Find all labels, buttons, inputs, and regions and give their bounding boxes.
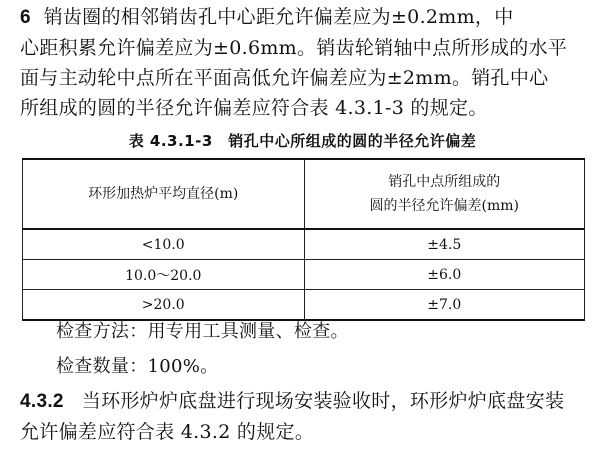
table-row bbox=[23, 260, 585, 290]
table-caption: 表 4.3.1-3 销孔中心所组成的圆的半径允许偏差 bbox=[128, 132, 477, 150]
clause-6-line-3: 面与主动轮中点所在平面高低允许偏差应为±2mm。销孔中心 bbox=[20, 67, 549, 89]
inspection-quantity: 检查数量：100%。 bbox=[56, 356, 219, 377]
clause-4-3-2-line-2: 允许偏差应符合表 4.3.2 的规定。 bbox=[20, 421, 315, 443]
clause-4-3-2-line-1: 4.3.2 当环形炉炉底盘进行现场安装验收时，环形炉炉底盘安装 bbox=[20, 390, 565, 412]
cell-tolerance: ±6.0 bbox=[304, 260, 585, 290]
cell-diameter: <10.0 bbox=[23, 229, 305, 260]
table-row bbox=[23, 229, 585, 260]
header-diameter: 环形加热炉平均直径(m) bbox=[23, 159, 305, 229]
clause-6-line-4: 所组成的圆的半径允许偏差应符合表 4.3.1-3 的规定。 bbox=[20, 97, 488, 119]
cell-tolerance: ±7.0 bbox=[304, 290, 585, 321]
header-tolerance-line-1: 销孔中点所组成的 bbox=[388, 174, 501, 190]
cell-diameter: >20.0 bbox=[23, 290, 305, 321]
clause-number: 6 bbox=[20, 7, 31, 28]
cell-diameter: 10.0～20.0 bbox=[23, 260, 305, 290]
clause-4-3-2-paragraph bbox=[20, 386, 595, 447]
clause-number: 4.3.2 bbox=[20, 391, 64, 412]
tolerance-table bbox=[22, 158, 585, 321]
header-tolerance bbox=[304, 159, 585, 229]
header-tolerance-line-2: 圆的半径允许偏差(mm) bbox=[369, 198, 519, 214]
clause-6-line-1: 6 销齿圈的相邻销齿孔中心距允许偏差应为±0.2mm，中 bbox=[20, 6, 514, 28]
cell-tolerance: ±4.5 bbox=[304, 229, 585, 260]
clause-6-paragraph bbox=[20, 2, 595, 123]
table-header-row bbox=[23, 159, 585, 229]
table-row bbox=[23, 290, 585, 321]
clause-6-line-2: 心距积累允许偏差应为±0.6mm。销齿轮销轴中点所形成的水平 bbox=[20, 37, 568, 59]
inspection-method: 检查方法：用专用工具测量、检查。 bbox=[56, 321, 349, 342]
